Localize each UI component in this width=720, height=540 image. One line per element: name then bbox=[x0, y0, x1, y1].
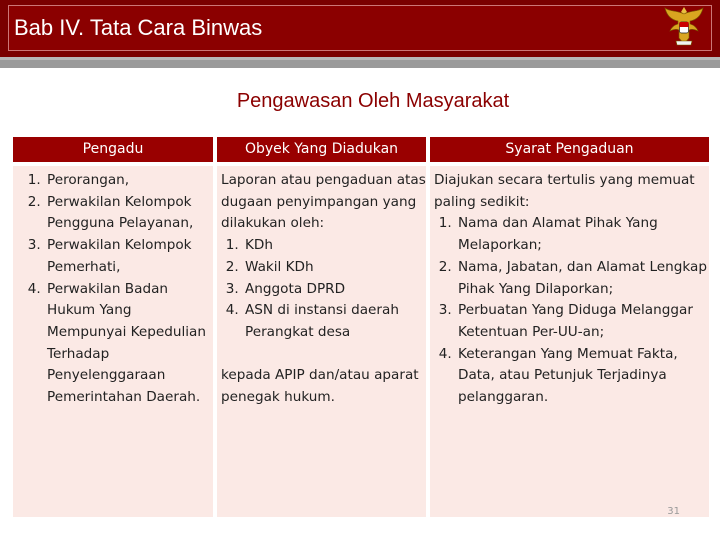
list-item: 2. Wakil KDh bbox=[243, 257, 426, 279]
list-item: 1. KDh bbox=[243, 235, 426, 257]
column-body bbox=[13, 166, 213, 517]
obyek-list bbox=[217, 235, 426, 344]
slide-header bbox=[0, 0, 720, 60]
section-subtitle: Pengawasan Oleh Masyarakat bbox=[236, 90, 510, 112]
list-item: 4. Perwakilan Badan Hukum Yang Mempunyai Kepedulian Terhadap Penyelenggaraan Pemerintahan Daerah. bbox=[45, 279, 213, 409]
column-pengadu bbox=[13, 137, 213, 517]
list-item: 4. Keterangan Yang Memuat Fakta, Data, atau Petunjuk Terjadinya pelanggaran. bbox=[456, 344, 709, 409]
obyek-outro: kepada APIP dan/atau aparat penegak hukum. bbox=[221, 367, 419, 406]
pengadu-list bbox=[13, 170, 213, 409]
list-item: 4. ASN di instansi daerah Perangkat desa bbox=[243, 300, 426, 343]
column-obyek bbox=[217, 137, 426, 517]
column-header: Obyek Yang Diadukan bbox=[217, 137, 426, 162]
column-header: Syarat Pengaduan bbox=[430, 137, 709, 162]
column-header: Pengadu bbox=[13, 137, 213, 162]
list-item: 1. Perorangan, bbox=[45, 170, 213, 192]
column-body bbox=[217, 166, 426, 517]
column-syarat bbox=[430, 137, 709, 517]
header-divider bbox=[0, 60, 720, 68]
list-item: 3. Perwakilan Kelompok Pemerhati, bbox=[45, 235, 213, 278]
syarat-list bbox=[430, 213, 709, 408]
list-item: 2. Perwakilan Kelompok Pengguna Pelayanan, bbox=[45, 192, 213, 235]
obyek-intro: Laporan atau pengaduan atas dugaan penyimpangan yang dilakukan oleh: bbox=[221, 172, 426, 232]
list-item: 2. Nama, Jabatan, dan Alamat Lengkap Pihak Yang Dilaporkan; bbox=[456, 257, 709, 300]
list-item: 3. Anggota DPRD bbox=[243, 279, 426, 301]
list-item: 3. Perbuatan Yang Diduga Melanggar Ketentuan Per-UU-an; bbox=[456, 300, 709, 343]
garuda-emblem-icon bbox=[664, 4, 704, 48]
column-body bbox=[430, 166, 709, 517]
list-item: 1. Nama dan Alamat Pihak Yang Melaporkan; bbox=[456, 213, 709, 256]
complaint-table bbox=[13, 137, 709, 517]
slide-title: Bab IV. Tata Cara Binwas bbox=[14, 15, 263, 40]
page-number: 31 bbox=[667, 506, 680, 517]
syarat-intro: Diajukan secara tertulis yang memuat paling sedikit: bbox=[434, 172, 695, 210]
